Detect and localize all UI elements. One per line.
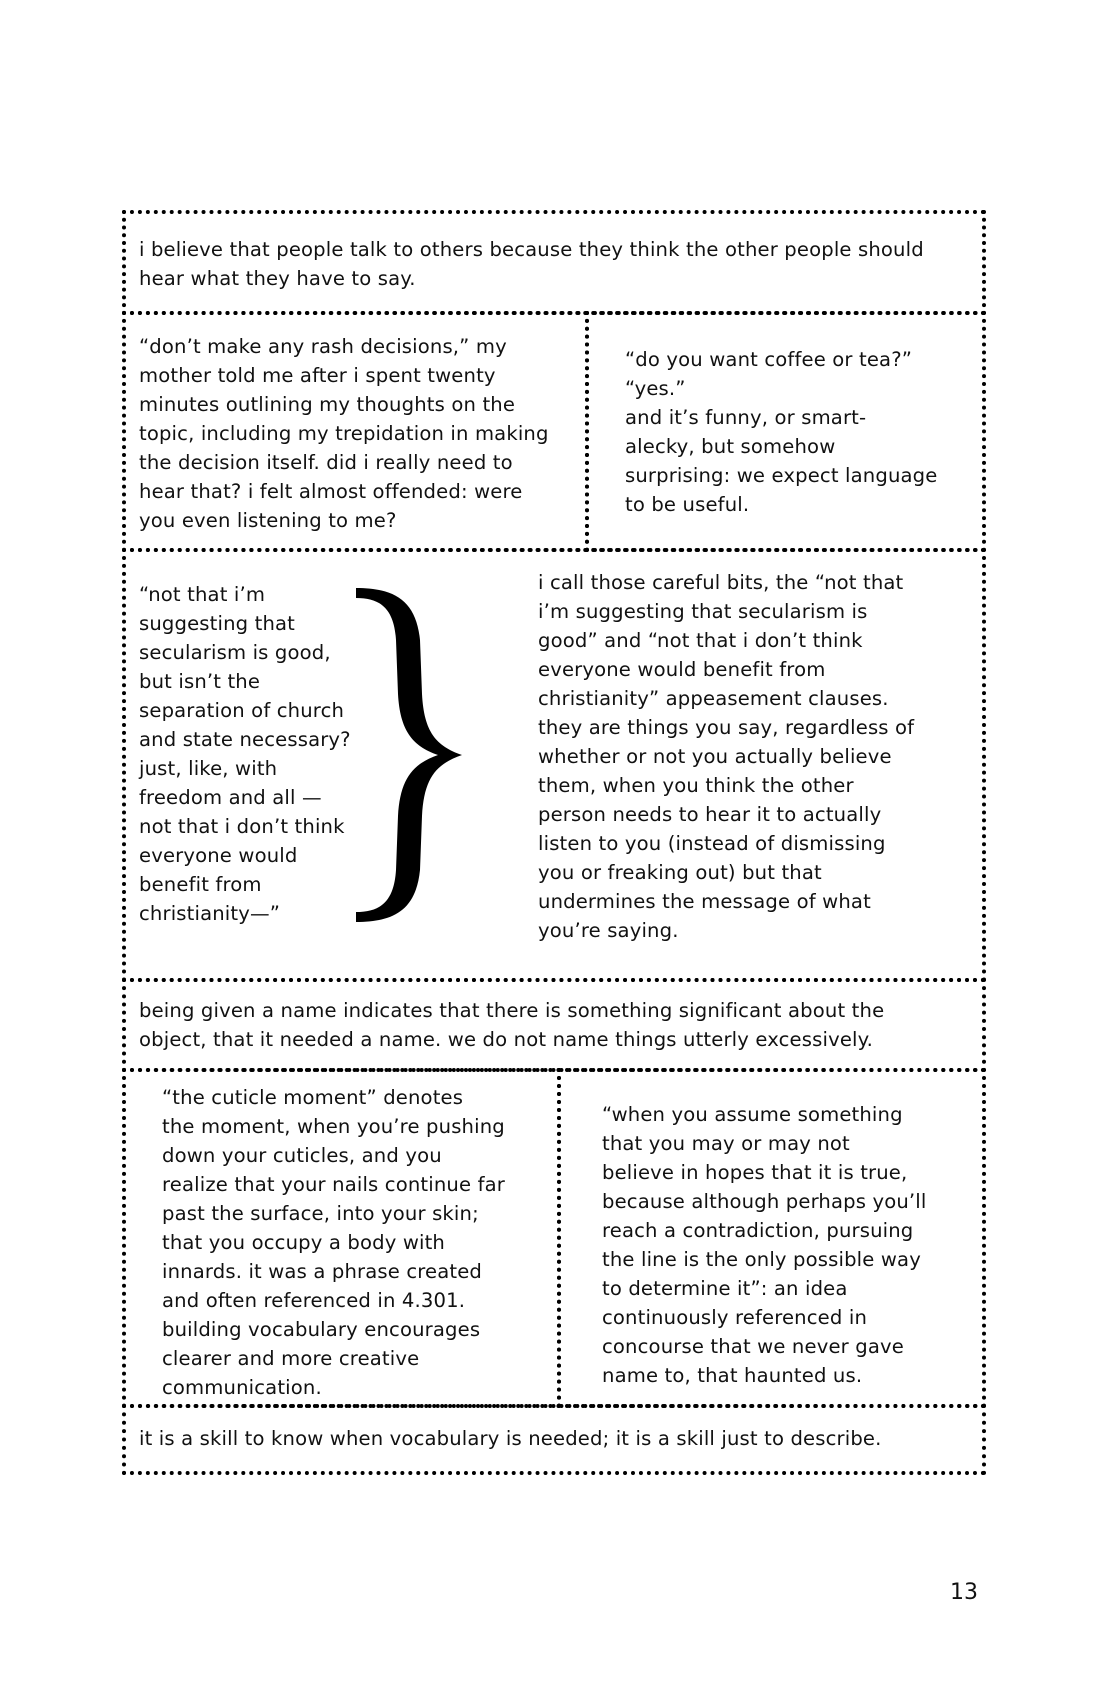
rash-decisions-text: “don’t make any rash decisions,” my mother told me after i spent twenty minutes outlining my thoughts on the topic, including my trepidation in making the decision itself. did i really need to hear that? i felt almost offended: were you even listening to me? [139,335,549,532]
naming-text: being given a name indicates that there is something significant about the object, that it needed a name. we do not name things utterly excessively. [139,999,885,1051]
coffee-tea-text: “do you want coffee or tea?” “yes.” and it’s funny, or smart- alecky, but somehow surprising: we expect language to be useful. [625,348,938,516]
not-that-quote-text: “not that i’m suggesting that secularism is good, but isn’t the separation of church and state necessary? just, like, with freedom and all — not that i don’t think everyone would benefit from christianity—” [139,583,351,925]
page-number: 13 [950,1580,978,1605]
appeasement-clauses-text: i call those careful bits, the “not that i’m suggesting that secularism is good” and “not that i don’t think everyone would benefit from christianity” appeasement clauses. they are things you say, regardless of whether or not you actually believe them, when you think the other person needs to hear it to actually listen to you (instead of dismissing you or freaking out) but that undermines the message of what you’re saying. [538,571,915,942]
skill-text: it is a skill to know when vocabulary is needed; it is a skill just to describe. [139,1427,882,1450]
intro-text: i believe that people talk to others because they think the other people should hear what they have to say. [139,238,924,290]
text-grid [122,210,986,1475]
assume-something-text: “when you assume something that you may or may not believe in hopes that it is true, because although perhaps you’ll reach a contradiction, pursuing the line is the only possible way to determine it”: an idea continuously referenced in concourse that we never gave name to, that haunted us. [602,1103,927,1387]
curly-brace-icon [354,584,472,926]
brace-path [356,588,462,922]
cuticle-moment-text: “the cuticle moment” denotes the moment, when you’re pushing down your cuticles, and you realize that your nails continue far past the surface, into your skin; that you occupy a body with innards. it was a phrase created and often referenced in 4.301. building vocabulary encourages clearer and more creative communication. [162,1086,505,1399]
